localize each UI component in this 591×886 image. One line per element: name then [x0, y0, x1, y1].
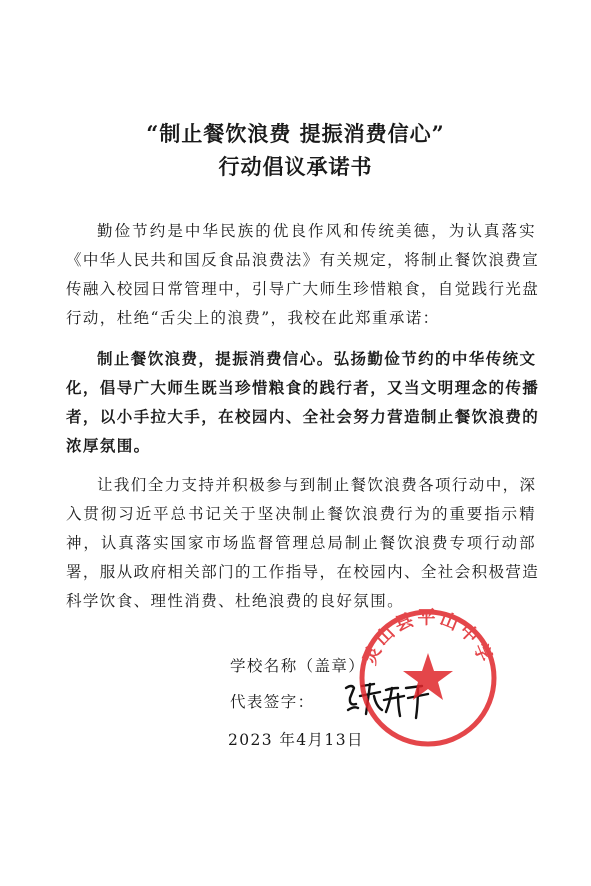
- document-title-line2: 行动倡议承诺书: [218, 154, 373, 179]
- paragraph-intro: [66, 217, 540, 333]
- seal-text: 灵山县平山中学: [359, 607, 497, 668]
- paragraph-line: 者，以小手拉大手，在校园内、全社会努力营造制止餐饮浪费的: [66, 407, 540, 426]
- seal-star-icon: [403, 653, 453, 700]
- paragraph-line: 化，倡导广大师生既当珍惜粮食的践行者，又当文明理念的传播: [66, 378, 540, 397]
- paragraph-line: 神，认真落实国家市场监督管理总局制止餐饮浪费专项行动部: [66, 534, 536, 552]
- paragraph-commitment: [66, 344, 540, 460]
- school-seal: [353, 603, 503, 753]
- paragraph-line: 署，服从政府相关部门的工作指导，在校园内、全社会积极营造: [66, 563, 540, 581]
- representative-signature-label: 代表签字：: [230, 693, 315, 711]
- paragraph-line: 科学饮食、理性消费、杜绝浪费的良好氛围。: [66, 592, 405, 610]
- document-title-line1: “制止餐饮浪费 提振消费信心”: [146, 121, 445, 146]
- paragraph-line: 传融入校园日常管理中，引导广大师生珍惜粮食，自觉践行光盘: [66, 280, 540, 298]
- paragraph-line: 《中华人民共和国反食品浪费法》有关规定，将制止餐饮浪费宣: [66, 251, 540, 269]
- paragraph-call-to-action: [66, 471, 540, 616]
- paragraph-line: 行动，杜绝“舌尖上的浪费”，我校在此郑重承诺：: [66, 309, 440, 327]
- paragraph-line: 让我们全力支持并积极参与到制止餐饮浪费各项行动中，深: [97, 476, 537, 494]
- school-name-label: 学校名称（盖章）: [230, 657, 366, 675]
- document-date: 2023 年4月13日: [228, 731, 364, 749]
- paragraph-line: 勤俭节约是中华民族的优良作风和传统美德，为认真落实: [97, 222, 536, 240]
- paragraph-line: 制止餐饮浪费，提振消费信心。弘扬勤俭节约的中华传统文: [97, 349, 537, 368]
- paragraph-line: 入贯彻习近平总书记关于坚决制止餐饮浪费行为的重要指示精: [66, 505, 536, 523]
- paragraph-line: 浓厚氛围。: [66, 436, 151, 455]
